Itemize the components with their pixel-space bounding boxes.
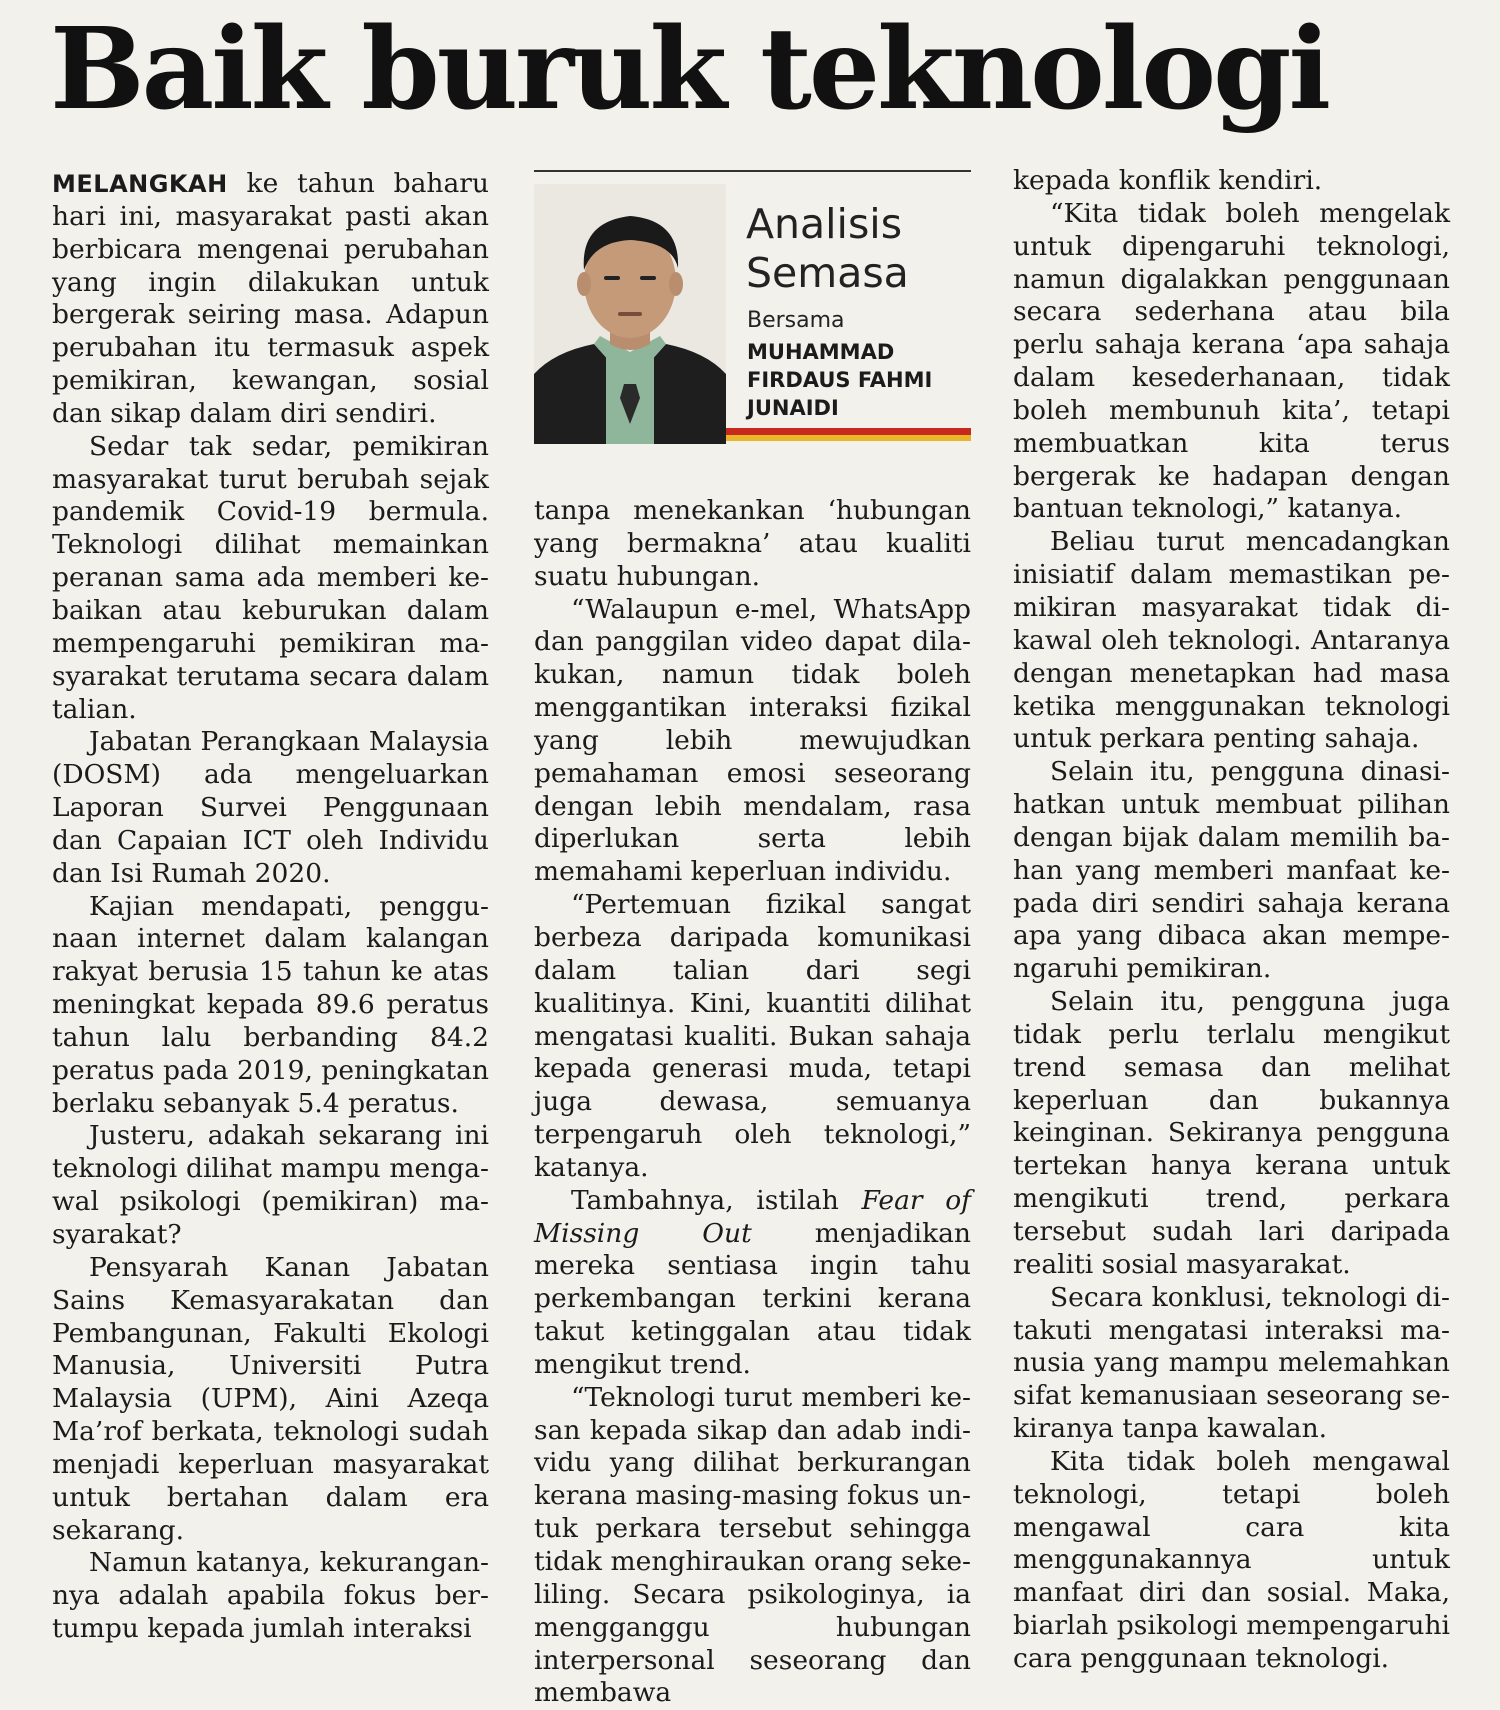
paragraph: Kajian mendapati, penggunaan internet dalam kalangan rakyat berusia 15 tahun ke atas meningkat kepada 89.6 peratus tahun lalu berbanding 84.2 peratus pada 2019, peningkatan berlaku sebanyak 5.4 peratus. xyxy=(52,890,489,1119)
accent-bar-yellow xyxy=(726,435,971,441)
paragraph: Justeru, adakah sekarang ini teknologi dilihat mampu mengawal psikologi (pemikiran) masyarakat? xyxy=(52,1120,489,1250)
accent-bar-red xyxy=(726,428,971,435)
author-name-line1: MUHAMMAD xyxy=(747,340,895,364)
paragraph-text: menjadikan mereka sentiasa ingin tahu perkembangan terkini kerana takut ketinggalan atau tidak mengikut trend. xyxy=(534,1217,971,1380)
lead-word: MELANGKAH xyxy=(52,170,228,198)
paragraph: Sedar tak sedar, pemikiran masyarakat turut berubah sejak pandemik Covid-19 bermula. Teknologi dilihat memainkan peranan sama ada memberi kebaikan atau keburukan dalam mempengaruhi pemikiran masyarakat terutama secara dalam talian. xyxy=(52,430,489,725)
paragraph: Pensyarah Kanan Jabatan Sains Kemasyarakatan dan Pembangunan, Fakulti Ekologi Manusia, Universiti Putra Malaysia (UPM), Aini Azeqa Ma’rof berkata, teknologi sudah menjadi keperluan masyarakat untuk bertahan dalam era sekarang. xyxy=(52,1251,489,1546)
paragraph xyxy=(52,168,489,431)
box-top-rule xyxy=(534,170,971,172)
paragraph: “Teknologi turut memberi kesan kepada sikap dan adab individu yang dilihat berkurangan kerana masing-masing fokus untuk perkara tersebut sehingga tidak menghiraukan orang sekeliling. Secara psikologinya, ia mengganggu hubungan interpersonal seseorang dan membawa xyxy=(534,1381,971,1709)
column-title xyxy=(746,200,909,298)
author-portrait-icon xyxy=(534,184,726,444)
paragraph: Selain itu, pengguna juga tidak perlu terlalu mengikut trend semasa dan melihat keperluan dan bukannya keinginan. Sekiranya pengguna tertekan hanya kerana untuk mengikuti trend, perkara tersebut sudah lari daripada realiti sosial masyarakat. xyxy=(1013,986,1450,1280)
article-column-3 xyxy=(1013,165,1450,1676)
column-title-line1: Analisis xyxy=(746,200,903,248)
paragraph: Kita tidak boleh mengawal teknologi, tetapi boleh mengawal cara kita menggunakannya untuk manfaat diri dan sosial. Maka, biarlah psikologi mempengaruhi cara penggunaan teknologi. xyxy=(1013,1445,1450,1674)
italic-term: Fear of Missing Out xyxy=(534,1184,971,1249)
with-label: Bersama xyxy=(747,308,845,333)
paragraph: Selain itu, pengguna dinasihatkan untuk membuat pilihan dengan bijak dalam memilih bahan yang memberi manfaat kepada diri sendiri sahaja kerana apa yang dibaca akan mempengaruhi pemikiran. xyxy=(1013,756,1450,985)
paragraph: Beliau turut mencadangkan inisiatif dalam memastikan pemikiran masyarakat tidak dikawal oleh teknologi. Antaranya dengan menetapkan had masa ketika menggunakan teknologi untuk perkara penting sahaja. xyxy=(1013,526,1450,755)
paragraph-text: Tambahnya, istilah xyxy=(571,1184,862,1216)
paragraph: tanpa menekankan ‘hubungan yang bermakna’ atau kualiti suatu hubungan. xyxy=(534,495,971,592)
paragraph: kepada konflik kendiri. xyxy=(1013,165,1323,196)
author-name-line3: JUNAIDI xyxy=(747,396,839,420)
paragraph: Jabatan Perangkaan Malaysia (DOSM) ada mengeluarkan Laporan Survei Penggunaan dan Capaian ICT oleh Individu dan Isi Rumah 2020. xyxy=(52,726,489,889)
paragraph: “Walaupun e-mel, WhatsApp dan panggilan video dapat dilakukan, namun tidak boleh menggantikan interaksi fizikal yang lebih mewujudkan pemahaman emosi seseorang dengan lebih mendalam, rasa diperlukan serta lebih memahami keperluan individu. xyxy=(534,593,971,888)
column-title-line2: Semasa xyxy=(746,249,909,297)
author-name-line2: FIRDAUS FAHMI xyxy=(747,368,933,392)
paragraph: “Pertemuan fizikal sangat berbeza daripada komunikasi dalam talian dari segi kualitinya. Kini, kuantiti dilihat mengatasi kualiti. Bukan sahaja kepada generasi muda, tetapi juga dewasa, semuanya terpengaruh oleh teknologi,” katanya. xyxy=(534,889,971,1183)
article-column-1 xyxy=(52,168,489,1646)
headline: Baik buruk teknologi xyxy=(50,4,1328,135)
paragraph xyxy=(534,1185,971,1382)
paragraph: Namun katanya, kekurangannya adalah apabila fokus bertumpu kepada jumlah interaksi xyxy=(52,1547,489,1645)
article-column-2 xyxy=(534,495,971,1710)
paragraph: Secara konklusi, teknologi ditakuti mengatasi interaksi manusia yang mampu melemahkan sifat kemanusiaan seseorang sekiranya tanpa kawalan. xyxy=(1013,1281,1450,1445)
portrait-illustration xyxy=(534,184,726,444)
columnist-box xyxy=(534,170,971,444)
author-name xyxy=(747,338,962,422)
paragraph: “Kita tidak boleh mengelak untuk dipengaruhi teknologi, namun digalakkan penggunaan secara sederhana atau bila perlu sahaja kerana ‘apa sahaja dalam kesederhanaan, tidak boleh membunuh kita’, tetapi membuatkan kita terus bergerak ke hadapan dengan bantuan teknologi,” katanya. xyxy=(1013,197,1450,525)
paragraph-text: ke tahun baharu hari ini, masyarakat pasti akan berbicara mengenai perubahan yang ingin dilakukan untuk bergerak seiring masa. Adapun perubahan itu termasuk aspek pemikiran, kewangan, sosial dan sikap dalam diri sendiri. xyxy=(52,168,489,429)
